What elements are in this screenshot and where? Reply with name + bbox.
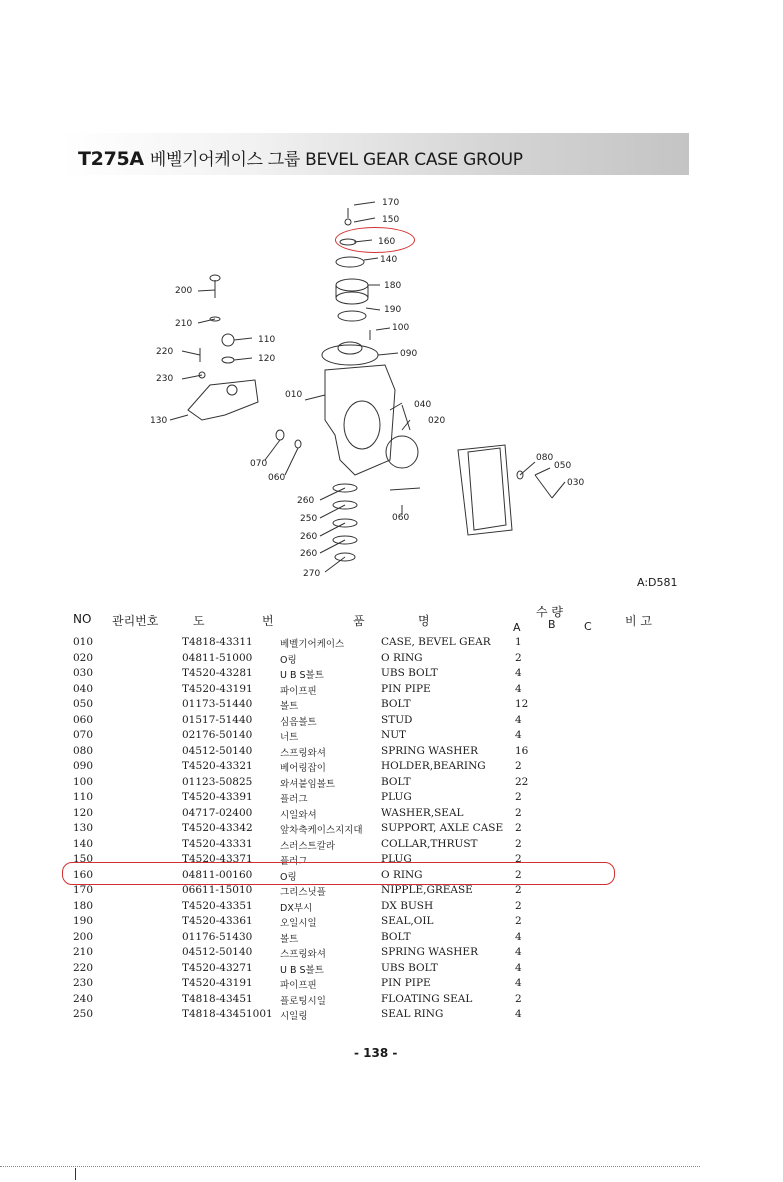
table-row — [0, 931, 783, 946]
callout-070: 070 — [250, 459, 268, 469]
callout-180: 180 — [384, 281, 402, 291]
row-part-number: T4818-43451 — [182, 992, 253, 1005]
row-part-number: T4520-43391 — [182, 791, 253, 803]
col-header-name-2: 명 — [418, 614, 430, 628]
callout-260-b: 260 — [300, 532, 318, 542]
row-qty-a: 1 — [515, 636, 522, 648]
row-korean-name: 스프링와셔 — [280, 949, 326, 960]
oil-seal-part — [338, 311, 366, 321]
callout-170: 170 — [382, 198, 400, 208]
row-korean-name: 심음볼트 — [280, 716, 317, 728]
axle-support-part — [188, 380, 258, 420]
callout-010: 010 — [285, 390, 303, 400]
table-row — [0, 667, 783, 682]
callout-270: 270 — [303, 569, 321, 579]
col-header-part-1: 도 — [193, 614, 205, 628]
table-row — [0, 698, 783, 713]
row-part-number: T4520-43351 — [182, 899, 253, 912]
row-part-name: HOLDER,BEARING — [381, 760, 486, 772]
page-title — [78, 145, 523, 170]
row-part-name: UBS BOLT — [381, 667, 438, 679]
col-header-qty-b: B — [548, 618, 556, 631]
row-part-number: T4520-43321 — [182, 760, 253, 772]
row-no: 210 — [73, 946, 94, 958]
callout-250: 250 — [300, 514, 318, 524]
highlight-row-160 — [62, 862, 615, 885]
row-part-number: 01517-51440 — [182, 713, 253, 726]
row-qty-a: 4 — [515, 961, 522, 974]
row-qty-a: 2 — [515, 992, 522, 1005]
table-row — [0, 745, 783, 760]
table-row — [0, 915, 783, 930]
row-qty-a: 4 — [515, 682, 522, 695]
table-row — [0, 1008, 783, 1023]
table-row — [0, 946, 783, 961]
row-part-name: SPRING WASHER — [381, 744, 478, 757]
table-row — [0, 900, 783, 915]
row-part-number: T4520-43191 — [182, 977, 253, 989]
table-row — [0, 776, 783, 791]
row-part-name: STUD — [381, 713, 413, 726]
table-row — [0, 636, 783, 651]
row-qty-a: 22 — [515, 775, 529, 788]
row-no: 130 — [73, 822, 94, 834]
row-qty-a: 4 — [515, 713, 522, 726]
col-header-qty-a: A — [513, 621, 521, 634]
row-no: 180 — [73, 899, 94, 912]
row-no: 230 — [73, 977, 94, 989]
drawing-reference: A:D581 — [637, 576, 678, 589]
row-part-number: T4520-43331 — [182, 837, 253, 850]
row-part-number: 04512-50140 — [182, 946, 253, 958]
row-korean-name: 볼트 — [280, 933, 299, 945]
stud-part — [276, 430, 284, 440]
row-qty-a: 2 — [515, 760, 522, 772]
row-part-name: BOLT — [381, 698, 411, 710]
row-korean-name: 플러그 — [280, 856, 308, 867]
callout-060: 060 — [268, 473, 286, 483]
row-part-number: T4818-43311 — [182, 636, 253, 648]
row-qty-a: 4 — [515, 667, 522, 679]
row-qty-a: 16 — [515, 744, 529, 757]
row-no: 160 — [73, 868, 94, 881]
row-part-name: SPRING WASHER — [381, 946, 478, 958]
row-qty-a: 2 — [515, 791, 522, 803]
col-header-qty: 수 량 — [536, 605, 563, 619]
row-no: 170 — [73, 884, 94, 896]
row-qty-a: 4 — [515, 1008, 522, 1020]
row-part-number: T4520-43271 — [182, 961, 253, 974]
row-korean-name: 스러스트칼라 — [280, 840, 336, 852]
row-korean-name: 파이프핀 — [280, 685, 317, 697]
callout-090: 090 — [400, 349, 418, 359]
row-korean-name: 베벨기어케이스 — [280, 639, 345, 650]
callout-150: 150 — [382, 215, 400, 225]
callout-110: 110 — [258, 335, 276, 345]
table-row — [0, 729, 783, 744]
row-qty-a: 4 — [515, 977, 522, 989]
row-part-name: O RING — [381, 651, 423, 664]
row-part-number: T4520-43281 — [182, 667, 253, 679]
col-header-name-1: 품 — [353, 614, 365, 628]
row-qty-a: 2 — [515, 915, 522, 927]
callout-040: 040 — [414, 400, 432, 410]
row-part-number: 04811-51000 — [182, 651, 253, 664]
row-no: 240 — [73, 992, 94, 1005]
row-part-number: 01176-51430 — [182, 930, 253, 943]
col-header-no: NO — [73, 612, 92, 626]
row-no: 080 — [73, 744, 94, 757]
row-qty-a: 4 — [515, 946, 522, 958]
nut-part — [295, 440, 301, 448]
col-header-part-2: 번 — [262, 614, 274, 628]
row-part-name: PLUG — [381, 853, 412, 865]
row-part-number: 04811-00160 — [182, 868, 253, 881]
table-row — [0, 822, 783, 837]
row-part-number: 01123-50825 — [182, 775, 253, 788]
callout-200: 200 — [175, 286, 193, 296]
row-no: 220 — [73, 961, 94, 974]
row-part-name: UBS BOLT — [381, 961, 438, 974]
row-part-number: 06611-15010 — [182, 884, 253, 896]
row-part-number: 01173-51440 — [182, 698, 253, 710]
table-row — [0, 838, 783, 853]
callout-220: 220 — [156, 347, 174, 357]
collar-part — [336, 257, 364, 267]
table-row — [0, 791, 783, 806]
row-korean-name: O링 — [280, 871, 297, 883]
row-part-name: WASHER,SEAL — [381, 806, 464, 819]
callout-260-c: 260 — [300, 549, 318, 559]
row-no: 090 — [73, 760, 94, 772]
row-no: 140 — [73, 837, 94, 850]
row-no: 120 — [73, 806, 94, 819]
callout-230: 230 — [156, 374, 174, 384]
row-korean-name: U B S볼트 — [280, 964, 324, 976]
row-korean-name: O링 — [280, 654, 297, 666]
row-korean-name: U B S볼트 — [280, 670, 324, 681]
row-korean-name: 와셔붙임볼트 — [280, 778, 336, 790]
row-korean-name: 플러그 — [280, 794, 308, 805]
callout-120: 120 — [258, 354, 276, 364]
row-korean-name: 그리스닛플 — [280, 887, 326, 898]
table-row — [0, 683, 783, 698]
row-part-name: CASE, BEVEL GEAR — [381, 636, 491, 648]
row-qty-a: 4 — [515, 930, 522, 943]
row-no: 060 — [73, 713, 94, 726]
row-no: 150 — [73, 853, 94, 865]
row-part-name: BOLT — [381, 930, 411, 943]
bearing-holder-part — [322, 345, 378, 365]
highlight-callout-160 — [335, 227, 415, 253]
row-no: 010 — [73, 636, 94, 648]
callout-030: 030 — [567, 478, 585, 488]
row-qty-a: 2 — [515, 837, 522, 850]
row-part-number: T4520-43371 — [182, 853, 253, 865]
callout-160: 160 — [378, 237, 396, 247]
row-korean-name: 플로팅시일 — [280, 995, 326, 1007]
row-qty-a: 2 — [515, 853, 522, 865]
plug-left-part — [222, 334, 234, 346]
table-row — [0, 652, 783, 667]
row-korean-name: 베어링잡이 — [280, 763, 326, 774]
group-code: T275A — [78, 148, 144, 170]
callout-260-a: 260 — [297, 496, 315, 506]
row-part-number: T4520-43361 — [182, 915, 253, 927]
callout-060-b: 060 — [392, 513, 410, 523]
table-row — [0, 993, 783, 1008]
row-no: 040 — [73, 682, 94, 695]
row-no: 020 — [73, 651, 94, 664]
row-part-name: DX BUSH — [381, 899, 434, 912]
table-row — [0, 714, 783, 729]
row-korean-name: 스프링와셔 — [280, 747, 326, 759]
row-no: 110 — [73, 791, 94, 803]
row-qty-a: 2 — [515, 822, 522, 834]
row-part-name: PIN PIPE — [381, 977, 431, 989]
row-korean-name: 시일링 — [280, 1011, 308, 1022]
callout-020: 020 — [428, 416, 446, 426]
row-korean-name: 볼트 — [280, 701, 299, 712]
row-part-number: 04717-02400 — [182, 806, 253, 819]
row-no: 200 — [73, 930, 94, 943]
row-qty-a: 2 — [515, 806, 522, 819]
dx-bush-part — [336, 279, 368, 291]
row-qty-a: 12 — [515, 698, 529, 710]
table-row — [0, 977, 783, 992]
row-korean-name: 시일와셔 — [280, 809, 317, 821]
page-number: - 138 - — [354, 1046, 398, 1060]
row-no: 190 — [73, 915, 94, 927]
bottom-divider — [0, 1166, 700, 1167]
col-header-remarks: 비 고 — [625, 614, 652, 628]
callout-210: 210 — [175, 319, 193, 329]
callout-050: 050 — [554, 461, 572, 471]
row-part-name: PIN PIPE — [381, 682, 431, 695]
table-row — [0, 760, 783, 775]
row-part-name: FLOATING SEAL — [381, 992, 473, 1005]
row-korean-name: 앞차축케이스지지대 — [280, 825, 363, 836]
table-row — [0, 884, 783, 899]
row-korean-name: 파이프핀 — [280, 980, 317, 991]
row-part-number: T4520-43342 — [182, 822, 253, 834]
row-korean-name: DX부시 — [280, 902, 313, 914]
callout-190: 190 — [384, 305, 402, 315]
row-qty-a: 2 — [515, 868, 522, 881]
row-part-name: O RING — [381, 868, 423, 881]
row-part-name: NUT — [381, 729, 407, 741]
row-part-name: PLUG — [381, 791, 412, 803]
row-part-name: NIPPLE,GREASE — [381, 884, 473, 896]
row-qty-a: 4 — [515, 729, 522, 741]
row-korean-name: 너트 — [280, 732, 299, 743]
bottom-tick-mark — [75, 1168, 76, 1180]
row-no: 050 — [73, 698, 94, 710]
plug-part — [345, 219, 351, 225]
row-part-name: SEAL RING — [381, 1008, 444, 1020]
row-part-number: 02176-50140 — [182, 729, 253, 741]
row-no: 100 — [73, 775, 94, 788]
row-qty-a: 2 — [515, 651, 522, 664]
callout-140: 140 — [380, 255, 398, 265]
col-header-mgmt: 관리번호 — [112, 614, 159, 628]
row-part-name: SEAL,OIL — [381, 915, 434, 927]
row-part-number: T4520-43191 — [182, 682, 253, 695]
callout-080: 080 — [536, 453, 554, 463]
callout-130: 130 — [150, 416, 168, 426]
row-korean-name: 오일시일 — [280, 918, 317, 929]
table-row — [0, 807, 783, 822]
row-part-number: T4818-43451001 — [182, 1008, 273, 1020]
col-header-qty-c: C — [584, 620, 592, 633]
row-qty-a: 2 — [515, 884, 522, 896]
row-no: 030 — [73, 667, 94, 679]
row-part-name: BOLT — [381, 775, 411, 788]
group-title: 베벨기어케이스 그룹 BEVEL GEAR CASE GROUP — [149, 150, 523, 170]
flange-part — [458, 445, 512, 535]
row-no: 250 — [73, 1008, 94, 1020]
row-part-name: SUPPORT, AXLE CASE — [381, 822, 504, 834]
row-no: 070 — [73, 729, 94, 741]
row-qty-a: 2 — [515, 899, 522, 912]
table-row — [0, 962, 783, 977]
bevel-gear-case-part — [325, 365, 395, 475]
callout-100: 100 — [392, 323, 410, 333]
row-part-name: COLLAR,THRUST — [381, 837, 478, 850]
row-part-number: 04512-50140 — [182, 744, 253, 757]
